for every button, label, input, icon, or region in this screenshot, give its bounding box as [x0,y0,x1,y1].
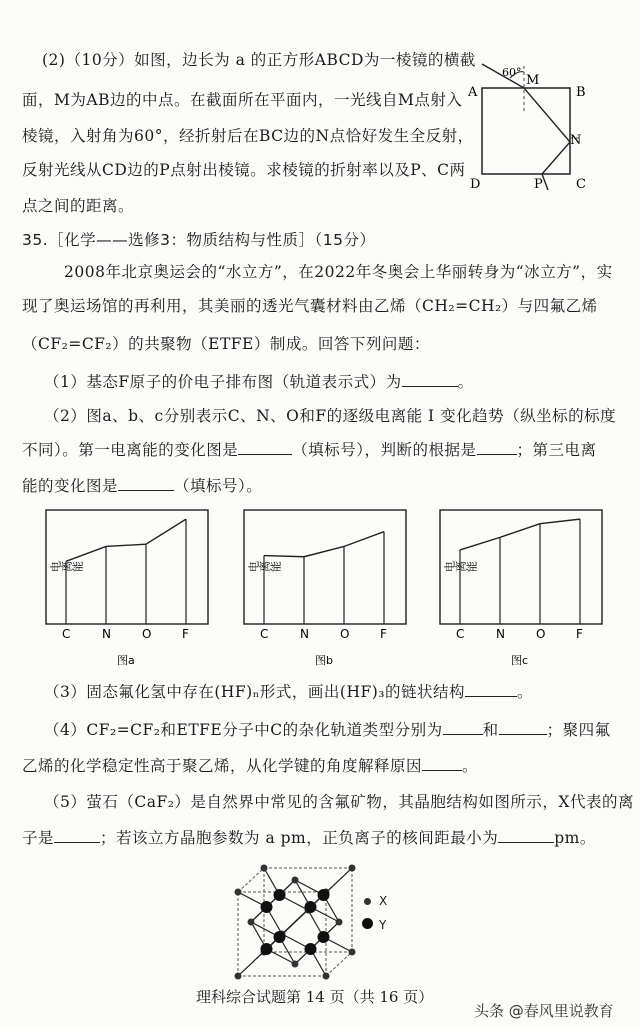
y-ion [274,889,286,901]
page-footer: 理科综合试题第 14 页（共 16 页） [196,988,434,1006]
fluorite-unit-cell [218,864,368,1004]
x-tick-label: O [536,627,546,641]
q2-line-1: (2)（10分）如图，边长为 a 的正方形ABCD为一棱镜的横截 [42,51,476,69]
q35-sub2-text-d: 能的变化图是 [22,477,119,495]
x-tick-label: F [182,627,189,641]
x-ion [292,961,299,968]
x-tick-label: C [260,627,269,641]
x-ion [349,865,356,872]
q35-sub1: （1）基态F原子的价电子排布图（轨道表示式）为 。 [44,373,474,391]
x-ion [248,919,255,926]
q35-intro-3: （CF₂=CF₂）的共聚物（ETFE）制成。回答下列问题： [22,335,430,353]
cell-edge [238,868,264,892]
x-ion [235,889,242,896]
q2-line-5: 点之间的距离。 [22,197,135,215]
answer-blank [118,476,174,491]
q35-sub2-text-e: （填标号）。 [174,477,263,495]
q35-sub4-text-b: 和 [482,721,499,739]
y-ion [318,889,330,901]
x-ion [349,949,356,956]
q35-sub2-line3 [22,476,262,496]
q35-sub2-line1: （2）图a、b、c分别表示C、N、O和F的逐级电离能 I 变化趋势（纵坐标的标度 [44,407,617,425]
q35-sub4-text-d: 乙烯的化学稳定性高于聚乙烯，从化学键的角度解释原因 [22,757,423,775]
x-ion-icon [364,898,371,905]
y-axis-label: 电离能 [248,560,281,574]
q35-sub4-text-c: ；聚四氟 [546,721,611,739]
answer-blank [422,756,462,771]
point-a-label: A [468,85,478,100]
point-d-label: D [470,177,481,192]
legend-x [364,894,387,908]
answer-blank [498,828,554,843]
q35-sub4-line2: 乙烯的化学稳定性高于聚乙烯，从化学键的角度解释原因 。 [22,757,479,775]
legend-y-label: Y [379,918,387,932]
q35-sub5-text-a: 子是 [22,829,55,847]
answer-blank [402,372,458,387]
q35-sub5-line1: （5）萤石（CaF₂）是自然界中常见的含氟矿物，其晶胞结构如图所示，X代表的离 [44,793,634,811]
prism-square [482,88,570,174]
answer-blank [465,682,517,697]
point-n-label: N [570,133,582,148]
q35-sub5-text-c: pm。 [554,829,596,847]
point-p-label: P [534,177,543,192]
answer-blank [238,440,292,455]
cell-edge [326,952,352,976]
q35-sub3-text: （3）固态氟化氢中存在(HF)ₙ形式，画出(HF)₃的链状结构 [44,683,466,701]
q35-sub5-line2 [22,828,596,848]
x-tick-label: N [300,627,309,641]
q2-line-4: 反射光线从CD边的P点射出棱镜。求棱镜的折射率以及P、C两 [22,161,466,179]
q35-heading: 35.［化学——选修3：物质结构与性质］（15分） [22,231,376,249]
q35-sub2-text-a: 不同）。第一电离能的变化图是 [22,441,239,459]
x-ion [323,973,330,980]
y-ion [274,931,286,943]
x-ion [336,919,343,926]
x-tick-label: C [456,627,465,641]
q35-sub5-text-b: ；若该立方晶胞参数为 a pm，正负离子的核间距最小为 [100,829,499,847]
x-ion [235,973,242,980]
q35-sub2-line2 [22,440,597,460]
q35-sub4-text-a: （4）CF₂=CF₂和ETFE分子中C的杂化轨道类型分别为 [44,721,443,739]
chart-title: 图c [511,654,529,667]
y-ion [261,901,273,913]
point-m-label: M [526,73,540,88]
legend-x-label: X [379,894,388,908]
x-tick-label: O [340,627,350,641]
chart-c [414,506,610,676]
chart-a [20,506,216,676]
y-ion [318,931,330,943]
series-line [460,519,580,550]
y-axis-label: 电离能 [50,560,83,574]
x-ion [261,865,268,872]
q35-sub2-text-b: （填标号），判断的根据是 [292,441,477,459]
x-ion [292,877,299,884]
q2-line-2: 面，M为AB边的中点。在截面所在平面内，一光线自M点射入 [22,91,463,109]
angle-label: 60° [502,66,522,79]
y-ion [305,901,317,913]
x-tick-label: N [496,627,505,641]
series-line [66,519,186,561]
q2-line-3: 棱镜，入射角为60°，经折射后在BC边的N点恰好发生全反射， [22,127,474,145]
x-tick-label: C [62,627,71,641]
x-tick-label: F [576,627,583,641]
chart-title: 图b [315,654,333,667]
answer-blank [477,440,517,455]
q35-sub4-line1 [44,720,611,740]
x-tick-label: O [142,627,152,641]
chart-b [218,506,414,676]
q35-intro-2: 现了奥运场馆的再利用，其美丽的透光气囊材料由乙烯（CH₂=CH₂）与四氟乙烯 [22,297,598,315]
answer-blank [54,828,100,843]
y-ion-icon [362,918,373,929]
point-c-label: C [576,177,586,192]
y-axis-label: 电离能 [444,560,477,574]
point-b-label: B [576,85,586,100]
series-line [264,532,384,557]
q35-sub1-text: （1）基态F原子的价电子排布图（轨道表示式）为 [44,373,402,391]
answer-blank [499,720,547,735]
chart-title: 图a [117,654,135,667]
y-ion [261,943,273,955]
q35-sub2-text-c: ；第三电离 [516,441,597,459]
x-tick-label: F [380,627,387,641]
q35-intro-1: 2008年北京奥运会的“水立方”，在2022年冬奥会上华丽转身为“冰立方”，实 [64,263,613,281]
watermark: 头条 @春风里说教育 [474,1002,614,1020]
x-tick-label: N [102,627,111,641]
legend-y [362,918,386,932]
y-ion [305,943,317,955]
prism-figure [462,56,602,196]
q35-sub3: （3）固态氟化氢中存在(HF)ₙ形式，画出(HF)₃的链状结构 。 [44,683,534,701]
answer-blank [443,720,483,735]
